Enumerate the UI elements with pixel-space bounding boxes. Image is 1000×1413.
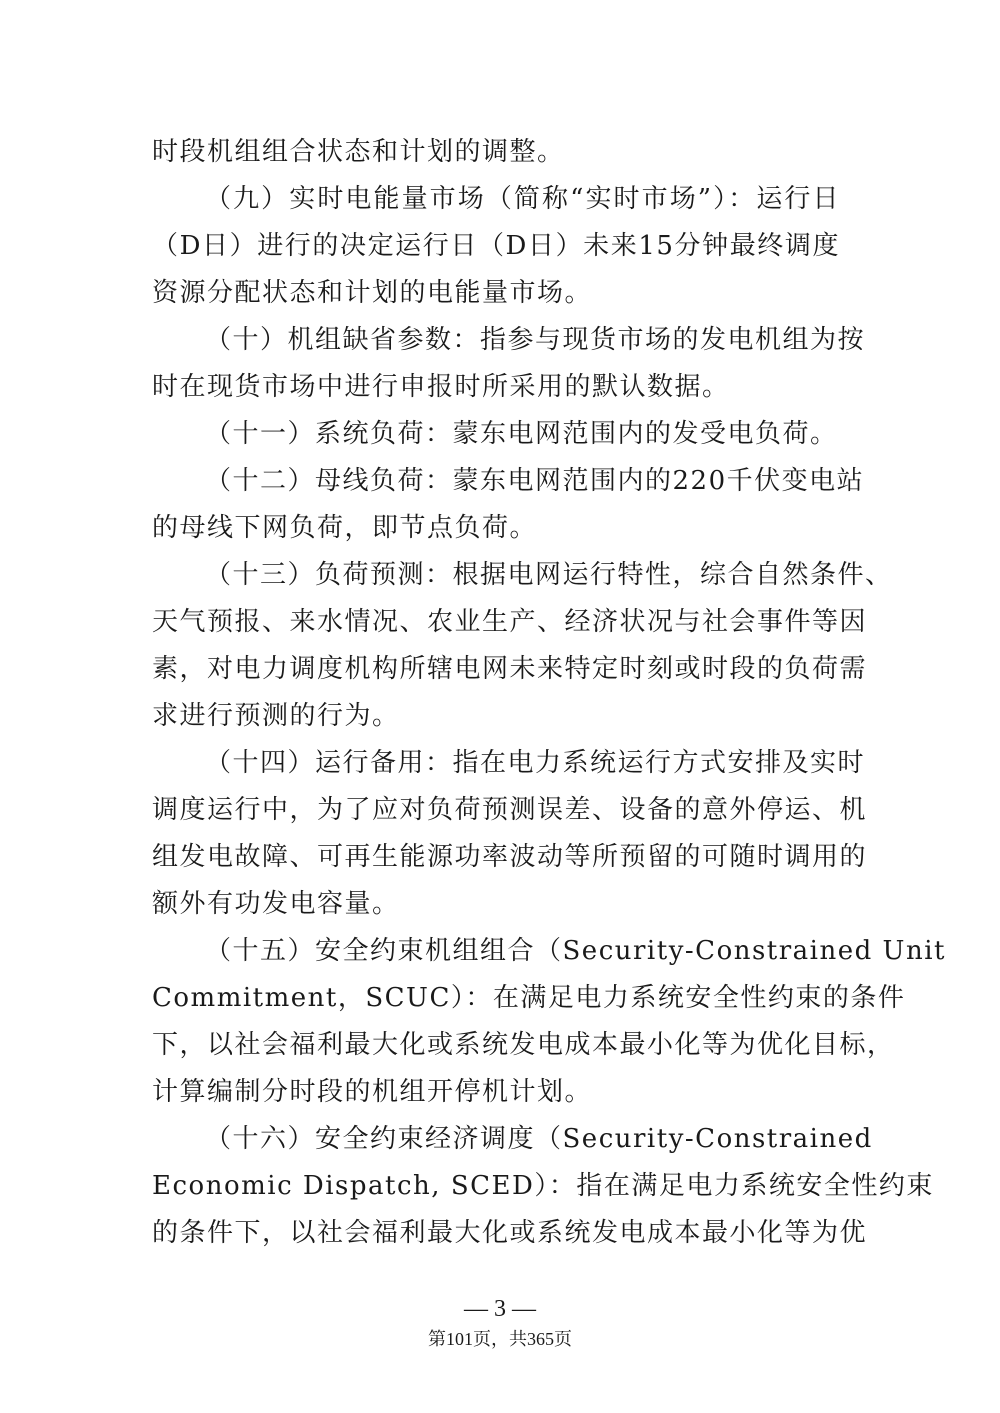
paragraph-10-line-1: （十）机组缺省参数：指参与现货市场的发电机组为按 [205,325,866,355]
paragraph-16-line-1: （十六）安全约束经济调度（Security-Constrained [205,1124,873,1154]
text-line: 资源分配状态和计划的电能量市场。 [152,278,593,308]
text-line: 的母线下网负荷，即节点负荷。 [152,513,538,543]
paragraph-9-line-1: （九）实时电能量市场（简称“实时市场”）：运行日 [205,184,840,214]
text-line: （D日）进行的决定运行日（D日）未来15分钟最终调度 [152,231,840,261]
paragraph-14-line-1: （十四）运行备用：指在电力系统运行方式安排及实时 [205,748,866,778]
text-line: 调度运行中，为了应对负荷预测误差、设备的意外停运、机 [152,795,868,825]
text-line: 时段机组组合状态和计划的调整。 [152,137,565,167]
paragraph-13-line-1: （十三）负荷预测：根据电网运行特性，综合自然条件、 [205,560,893,590]
page-count: 第101页，共365页 [428,1329,572,1349]
text-line: Commitment，SCUC）：在满足电力系统安全性约束的条件 [152,983,906,1013]
text-line: 计算编制分时段的机组开停机计划。 [152,1077,593,1107]
text-line: 组发电故障、可再生能源功率波动等所预留的可随时调用的 [152,842,868,872]
paragraph-12-line-1: （十二）母线负荷：蒙东电网范围内的220千伏变电站 [205,466,865,496]
text-line: 求进行预测的行为。 [152,701,400,731]
text-line: 素，对电力调度机构所辖电网未来特定时刻或时段的负荷需 [152,654,868,684]
text-line: 时在现货市场中进行申报时所采用的默认数据。 [152,372,730,402]
paragraph-15-line-1: （十五）安全约束机组组合（Security-Constrained Unit [205,936,946,966]
text-line: Economic Dispatch, SCED）：指在满足电力系统安全性约束 [152,1171,934,1201]
text-line: 下，以社会福利最大化或系统发电成本最小化等为优化目标， [152,1030,895,1060]
text-line: 天气预报、来水情况、农业生产、经济状况与社会事件等因 [152,607,868,637]
text-line: 的条件下，以社会福利最大化或系统发电成本最小化等为优 [152,1218,868,1248]
text-line: 额外有功发电容量。 [152,889,400,919]
paragraph-11-line-1: （十一）系统负荷：蒙东电网范围内的发受电负荷。 [205,419,838,449]
page-number: — 3 — [464,1296,536,1322]
